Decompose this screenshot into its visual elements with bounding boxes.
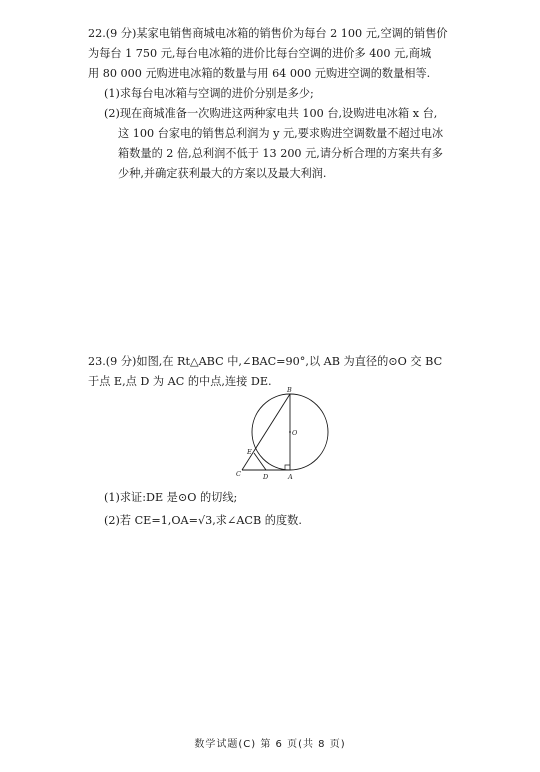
- circle-triangle-diagram: [232, 386, 336, 486]
- label-c: C: [236, 470, 241, 478]
- q22-sub-2-line-3: 箱数量的 2 倍,总利润不低于 13 200 元,请分析合理的方案共有多: [118, 147, 443, 160]
- page-footer: 数学试题(C) 第 6 页(共 8 页): [194, 739, 346, 750]
- q22-sub-2-line-4: 少种,并确定获利最大的方案以及最大利润.: [118, 167, 327, 180]
- q22-sub-2-line-2: 这 100 台家电的销售总利润为 y 元,要求购进空调数量不超过电冰: [118, 127, 444, 140]
- label-b: B: [287, 386, 292, 394]
- q23-sub-2: (2)若 CE=1,OA=√3,求∠ACB 的度数.: [104, 514, 302, 527]
- q23-sub-1: (1)求证:DE 是⊙O 的切线;: [104, 491, 238, 504]
- label-d: D: [263, 473, 269, 481]
- q22-line-2: 为每台 1 750 元,每台电冰箱的进价比每台空调的进价多 400 元,商城: [88, 47, 432, 60]
- segment-bc: [242, 394, 290, 470]
- label-o: O: [292, 429, 298, 437]
- q22-sub-2-line-1: (2)现在商城准备一次购进这两种家电共 100 台,设购进电冰箱 x 台,: [104, 107, 438, 120]
- q23-line-2: 于点 E,点 D 为 AC 的中点,连接 DE.: [88, 375, 272, 388]
- q22-line-3: 用 80 000 元购进电冰箱的数量与用 64 000 元购进空调的数量相等.: [88, 67, 431, 80]
- geometry-figure: [232, 386, 336, 486]
- right-angle-mark: [285, 465, 290, 470]
- label-a: A: [288, 473, 293, 481]
- q23-line-1: 23.(9 分)如图,在 Rt△ABC 中,∠BAC=90°,以 AB 为直径的⊙O 交 BC: [88, 355, 443, 368]
- question-22: [88, 24, 468, 184]
- q22-line-1: 22.(9 分)某家电销售商城电冰箱的销售价为每台 2 100 元,空调的销售价: [88, 27, 448, 40]
- center-point: [289, 431, 291, 433]
- q22-sub-1: (1)求每台电冰箱与空调的进价分别是多少;: [104, 87, 314, 100]
- label-e: E: [247, 448, 252, 456]
